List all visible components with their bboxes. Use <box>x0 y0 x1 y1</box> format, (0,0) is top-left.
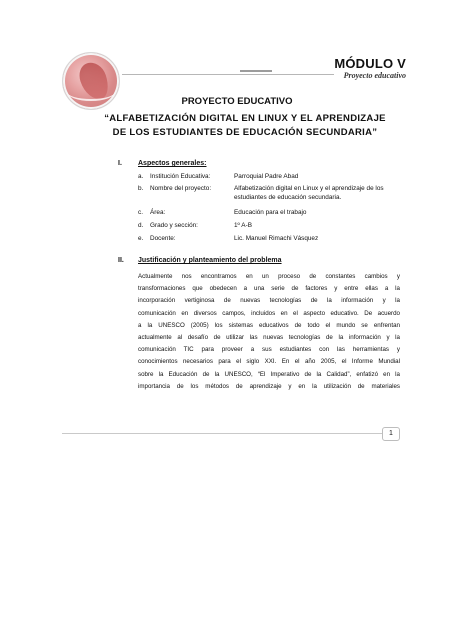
row-value: Alfabetización digital en Linux y el aprendizaje de los estudiantes de educación secundaria. <box>234 185 384 201</box>
row-letter: c. <box>138 209 143 216</box>
paragraph-line: comunicación en diversos campos, incluidos en el aspecto educativo. De acuerdo <box>138 309 400 317</box>
row-letter: b. <box>138 185 144 192</box>
row-value: Lic. Manuel Rimachi Vásquez <box>234 235 319 242</box>
footer-divider <box>62 433 382 434</box>
page-number: 1 <box>382 427 400 441</box>
header-dash <box>240 70 272 72</box>
section-1-number: I. <box>118 160 122 167</box>
row-letter: a. <box>138 173 144 180</box>
justification-paragraph <box>138 271 400 393</box>
row-value: Educación para el trabajo <box>234 209 307 216</box>
paragraph-line: Actualmente nos encontramos en un proceso de constantes cambios y <box>138 273 400 280</box>
row-key: Grado y sección: <box>150 222 198 229</box>
row-value: Parroquial Padre Abad <box>234 173 299 180</box>
header-divider <box>122 74 334 75</box>
project-title: “ALFABETIZACIÓN DIGITAL EN LINUX Y EL APRENDIZAJE DE LOS ESTUDIANTES DE EDUCACIÓN SECUNDARIA” <box>104 113 386 138</box>
section-2-heading: Justificación y planteamiento del problema <box>138 257 282 264</box>
section-1-heading: Aspectos generales: <box>138 160 207 167</box>
paragraph-line: comunicación TIC para proveer a sus estudiantes con las herramientas y <box>138 346 400 354</box>
paragraph-line: importancia de los métodos de aprendizaje y en la utilización de materiales <box>138 382 400 390</box>
document-title: PROYECTO EDUCATIVO <box>181 96 293 107</box>
paragraph-line: a la UNESCO (2005) los sistemas educativos de todo el mundo se enfrentan <box>138 321 400 329</box>
paragraph-line: incorporación vertiginosa de nuevas tecnologías de la información y la <box>138 297 400 305</box>
paragraph-line: transformaciones que obedecen a una serie de factores y entre ellas a la <box>138 285 400 293</box>
row-letter: d. <box>138 222 144 229</box>
section-2-number: II. <box>118 257 124 264</box>
row-value: 1º A-B <box>234 222 252 229</box>
row-key: Institución Educativa: <box>150 173 211 180</box>
row-key: Área: <box>150 209 166 216</box>
row-key: Nombre del proyecto: <box>150 185 212 192</box>
module-subtitle: Proyecto educativo <box>343 71 406 80</box>
row-letter: e. <box>138 235 144 242</box>
row-key: Docente: <box>150 235 176 242</box>
paragraph-line: conocimientos necesarios para el siglo XXI. En el año 2005, el Informe Mundial <box>138 358 400 366</box>
module-label: MÓDULO V <box>334 56 406 71</box>
paragraph-line: sobre la Educación de la UNESCO, “El Imperativo de la Calidad”, enfatizó en la <box>138 370 400 378</box>
paragraph-line: actualmente al desafío de utilizar las nuevas tecnologías de la información y la <box>138 333 400 341</box>
